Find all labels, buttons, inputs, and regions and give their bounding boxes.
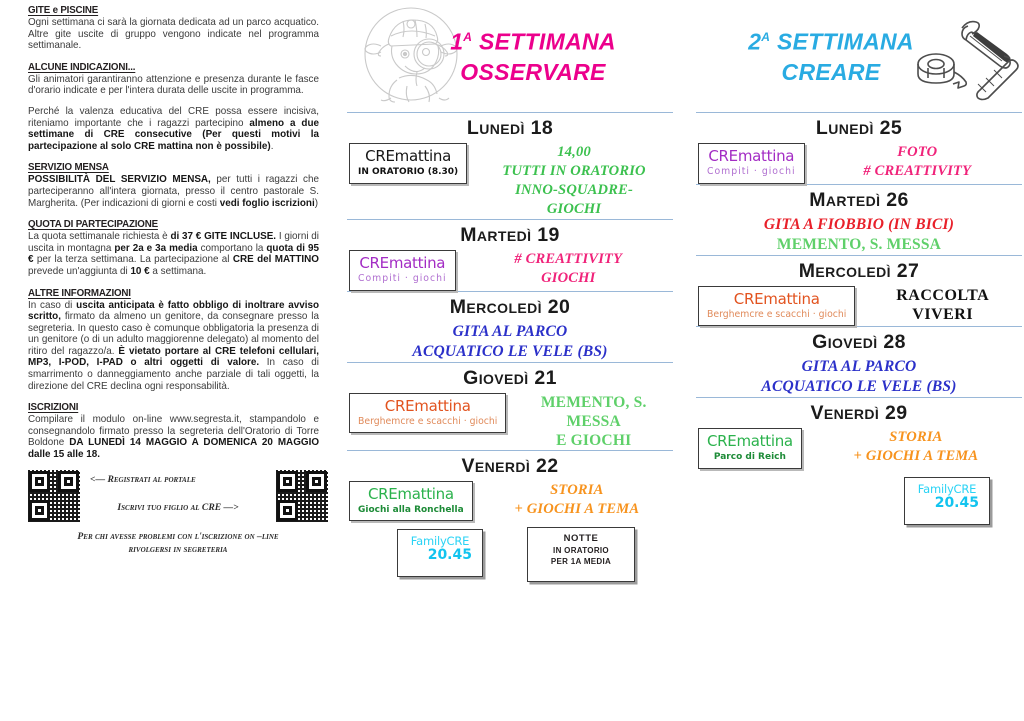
activity-line: TUTTI IN ORATORIO [502,163,646,179]
day-name: Giovedì 21 [463,366,557,389]
day-activity-notes [483,481,671,519]
day-content [345,140,675,219]
day-content [345,319,675,362]
qr-finder-icon [277,500,298,521]
notte-location: IN ORATORIO [553,546,609,555]
qr-code-portal[interactable] [28,470,80,522]
crematina-subtitle: IN ORATORIO (8.30) [358,167,459,177]
crematina-title: CREmattina [384,396,471,415]
info-body-servizio-mensa: POSSIBILITÀ DEL SERVIZIO MENSA, per tutti i ragazzi che parteciperanno all'intera giornata, presso il centro pastorale S. Margherita. (Per indicazioni di giorni e costi vedi foglio iscrizioni) [28,174,319,209]
info-section-gite-piscine [28,4,328,52]
week-ordinal: A [463,30,473,44]
notte-oratorio-box [527,527,635,582]
day-row [345,292,675,362]
day-row [345,113,675,219]
week-title [345,22,675,87]
week-label: SETTIMANA [776,28,914,55]
week-title [694,22,1024,87]
day-name: Giovedì 28 [812,331,906,353]
day-name: Lunedì 18 [466,117,554,139]
activity-line: GIOCHI [541,270,596,286]
day-content [694,283,1024,327]
activity-line: 14,00 [557,144,591,160]
day-activity-notes [865,286,1020,324]
week-subtitle: CREARE [781,58,881,85]
crematina-title: CREmattina [359,254,446,272]
crematina-subtitle: Berghemcre e scacchi · giochi [358,415,498,427]
info-section-quota-partecipazione [28,218,328,277]
day-name: Martedì 26 [809,188,909,211]
qr-left-caption: <— Registrati al portale [90,473,196,485]
day-name: Venerdì 29 [810,402,908,424]
activity-line: ACQUATICO LE VELE (BS) [412,342,608,360]
info-column [28,4,328,716]
activity-line: GITA AL PARCO [452,322,568,340]
activity-line: E GIOCHI [556,431,632,449]
crematina-subtitle: Giochi alla Ronchella [358,504,464,515]
crematina-title: CREmattina [708,147,795,165]
activity-line: + GIOCHI A TEMA [514,500,640,517]
evening-events-row [345,521,675,591]
day-content [694,212,1024,255]
day-row [694,113,1024,184]
activity-line: # CREATTIVITY [863,163,972,179]
day-activity-notes [815,143,1020,181]
crematina-subtitle: Compiti · giochi [358,273,447,284]
info-heading-alcune-indicazioni: ALCUNE INDICAZIONI... [28,60,136,73]
qr-registration-area [28,470,328,555]
day-content [694,140,1024,184]
info-heading-gite-piscine: GITE e PISCINE [28,4,99,16]
crematina-title: CREmattina [733,289,820,308]
activity-line: STORIA [889,429,943,445]
activity-line: MEMENTO, S. MESSA [540,393,647,430]
day-activity-notes [812,428,1020,466]
day-name: Mercoledì 27 [798,259,920,282]
day-content [694,354,1024,397]
week-label: SETTIMANA [478,28,616,55]
info-section-servizio-mensa [28,161,328,209]
week-header [345,0,675,112]
activity-line: STORIA [550,481,604,498]
day-row [694,185,1024,255]
info-section-alcune-indicazioni [28,61,328,97]
activity-line: VIVERI [912,305,974,323]
family-cre-time: 20.45 [427,547,472,563]
notte-audience: PER 1A MEDIA [550,557,612,566]
day-activity-notes [698,215,1020,255]
info-heading-quota-partecipazione: QUOTA DI PARTECIPAZIONE [28,218,158,231]
day-row [694,398,1024,469]
family-cre-label: FamilyCRE [917,481,977,496]
info-section-iscrizioni [28,401,328,460]
info-section-altre-informazioni [28,287,328,393]
week-number: 1 [450,28,464,55]
day-activity-notes [349,322,671,362]
day-row [345,363,675,450]
family-cre-box [904,477,990,525]
week-subtitle: OSSERVARE [460,58,606,85]
activity-line: + GIOCHI A TEMA [853,448,979,464]
day-row [694,256,1024,327]
activity-line: # CREATTIVITY [514,251,623,267]
evening-events-row [694,469,1024,539]
qr-footer [28,530,328,556]
day-content [345,247,675,291]
activity-line: RACCOLTA [896,286,990,304]
activity-line: ACQUATICO LE VELE (BS) [761,378,957,395]
family-cre-box [397,529,483,577]
day-activity-notes [466,250,671,288]
crematina-title: CREmattina [367,484,454,503]
info-body-valenza-educativa: Perché la valenza educativa del CRE possa essere incisiva, riteniamo importante che i ragazzi partecipino almeno a due settimane di CRE consecutive (Per questi motivi la partecipazione al solo CRE mattina non è possibile). [28,105,319,152]
family-cre-label: FamilyCRE [410,534,470,548]
info-body-iscrizioni: Compilare il modulo on-line www.segresta.it, stampandolo e consegnandolo firmato presso la segreteria dell'Oratorio di Torre Boldone DA LUNEDÌ 14 MAGGIO A DOMENICA 20 MAGGIO dalle 15 alle 18. [28,414,320,461]
day-activity-notes [516,393,671,450]
info-body-quota-partecipazione: La quota settimanale richiesta è di 37 € GITE INCLUSE. I giorni di uscita in montagna per 2a e 3a media comportano la quota di 95 € per la terza settimana. La partecipazione al CRE del MATTINO prevede un'aggiunta di 10 € a settimana. [28,231,319,277]
day-name: Martedì 19 [460,224,560,246]
crematina-subtitle: Berghemcre e scacchi · giochi [707,308,847,320]
day-name: Lunedì 25 [815,117,903,139]
week-column-1 [345,0,675,721]
crematina-title: CREmattina [365,147,451,165]
activity-line: FOTO [897,144,938,160]
crematina-box [349,481,473,522]
crematina-box [698,286,855,327]
info-heading-iscrizioni: ISCRIZIONI [28,401,79,414]
qr-footer-line2: rivolgersi in segreteria [128,543,228,555]
qr-right-caption: Iscrivi tuo figlio al CRE —> [117,501,239,513]
qr-finder-icon [29,500,50,521]
day-name: Mercoledì 20 [449,295,571,318]
day-activity-notes [477,143,671,219]
info-body-altre-informazioni: In caso di uscita anticipata è fatto obbligo di inoltrare avviso scritto, firmato da almeno un genitore, da consegnare presso la segreteria. In questo caso è comunque obbligatoria la presenza di un genitore (o di un adulto maggiorenne delegato) al momento del ritiro del ragazzo/a. È vietato portare al CRE telefoni cellulari, MP3, I-POD, I-PAD o altri oggetti di valore. In caso di smarrimento o danneggiamento anche parziale di tali oggetti, la direzione del CRE declina ogni responsabilità. [28,299,320,392]
day-row [345,451,675,522]
crematina-title: CREmattina [707,432,793,450]
crematina-box [349,393,506,434]
crematina-subtitle: Parco di Reich [713,452,786,462]
schedule-area [345,0,1024,721]
day-content [345,390,675,450]
week-column-2 [694,0,1024,721]
activity-line: GITA AL PARCO [801,358,917,375]
week-number: 2 [748,28,762,55]
info-heading-altre-informazioni: ALTRE INFORMAZIONI [28,286,131,299]
crematina-subtitle: Compiti · giochi [707,166,796,177]
crematina-box [349,250,456,291]
crematina-box [698,143,805,184]
day-content [345,478,675,522]
day-name: Venerdì 22 [461,454,559,477]
day-content [694,425,1024,469]
activity-line: MEMENTO, S. MESSA [776,235,942,253]
crematina-box [698,428,802,469]
day-row [345,220,675,291]
info-body-gite-piscine: Ogni settimana ci sarà la giornata dedicata ad un parco acquatico. Altre gite uscite di gruppo vengono indicate nel programma settimanale. [28,17,319,52]
week-header [694,0,1024,112]
family-cre-time: 20.45 [934,494,979,511]
activity-line: GIOCHI [546,201,602,217]
day-activity-notes [698,357,1020,397]
qr-footer-line1: Per chi avesse problemi con l'iscrizione on –line [77,530,279,542]
info-heading-servizio-mensa: SERVIZIO MENSA [28,161,109,174]
info-body-alcune-indicazioni: Gli animatori garantiranno attenzione e presenza durante le fasce d'orario indicate e per l'intera durata delle uscite in programma. [28,73,319,97]
week-ordinal: A [761,30,771,44]
activity-line: GITA A FIOBBIO (IN BICI) [763,215,955,233]
notte-title: NOTTE [563,533,599,544]
activity-line: INNO-SQUADRE- [515,182,633,198]
crematina-box [349,143,467,184]
qr-code-iscrizione[interactable] [276,470,328,522]
day-row [694,327,1024,397]
info-section-valenza-educativa [28,106,328,152]
